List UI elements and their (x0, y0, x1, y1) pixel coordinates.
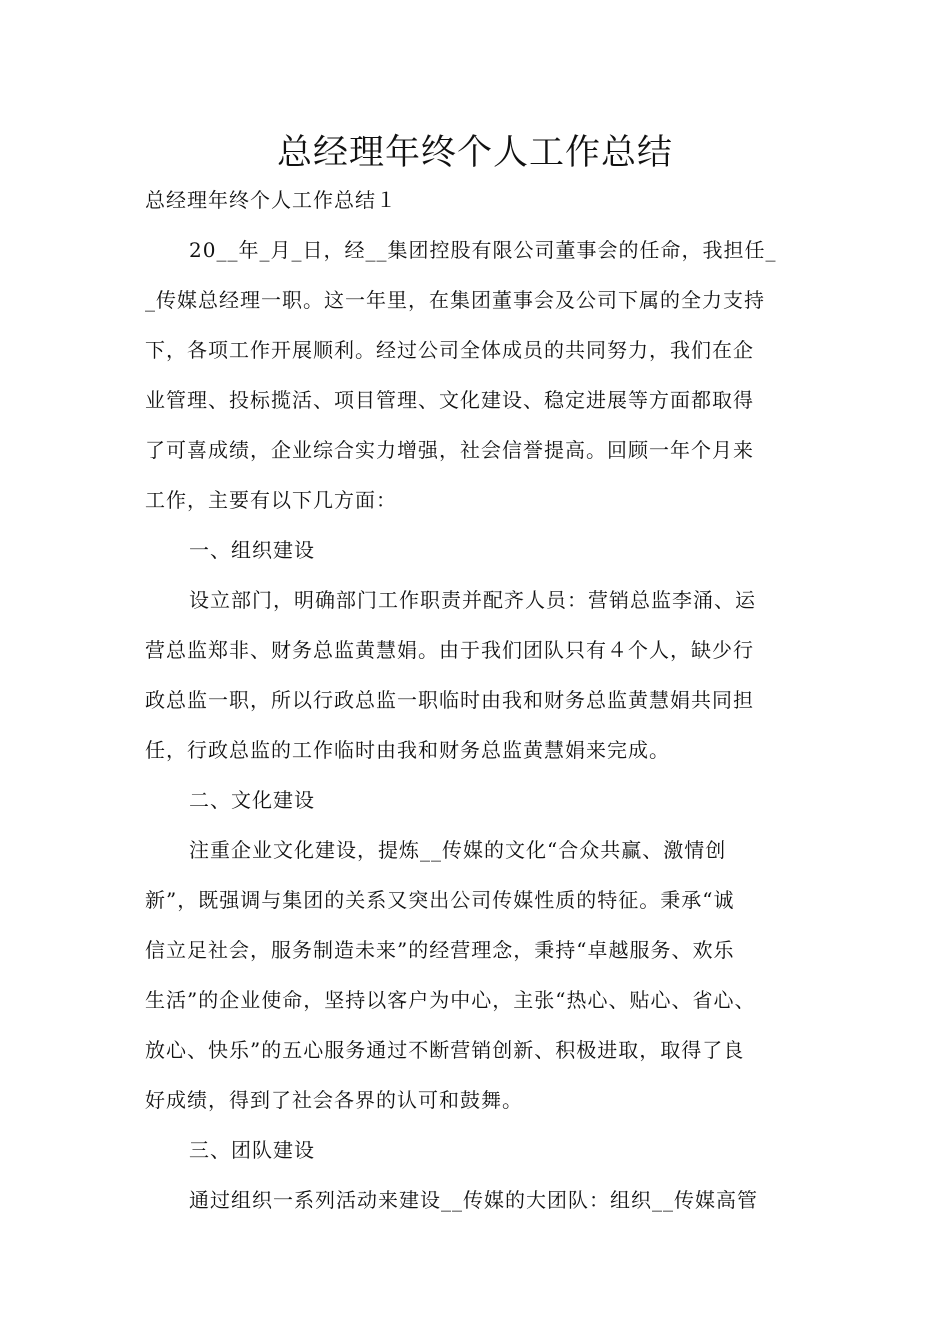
document-title: 总经理年终个人工作总结 (276, 133, 673, 173)
paragraph-line: 20__年_月_日，经__集团控股有限公司董事会的任命，我担任_ (189, 238, 777, 262)
paragraph-line: 放心、快乐”的五心服务通过不断营销创新、积极进取，取得了良 (145, 1038, 745, 1062)
paragraph-line: 生活”的企业使命，坚持以客户为中心，主张“热心、贴心、省心、 (145, 988, 756, 1012)
paragraph-line: _传媒总经理一职。这一年里，在集团董事会及公司下属的全力支持 (145, 288, 765, 312)
paragraph-line: 政总监一职，所以行政总监一职临时由我和财务总监黄慧娟共同担 (145, 688, 754, 712)
section-heading: 一、组织建设 (189, 538, 315, 562)
paragraph-line: 信立足社会，服务制造未来”的经营理念，秉持“卓越服务、欢乐 (145, 938, 735, 962)
paragraph-line: 新”，既强调与集团的关系又突出公司传媒性质的特征。秉承“诚 (145, 888, 735, 912)
section-heading: 三、团队建设 (189, 1138, 315, 1162)
paragraph-line: 了可喜成绩，企业综合实力增强，社会信誉提高。回顾一年个月来 (145, 438, 754, 462)
paragraph-line: 工作，主要有以下几方面： (145, 488, 397, 512)
paragraph-line: 通过组织一系列活动来建设__传媒的大团队：组织__传媒高管 (189, 1188, 758, 1212)
section-heading: 二、文化建设 (189, 788, 315, 812)
document-body (145, 182, 815, 1232)
paragraph-line: 任，行政总监的工作临时由我和财务总监黄慧娟来完成。 (145, 738, 670, 762)
paragraph-line: 下，各项工作开展顺利。经过公司全体成员的共同努力，我们在企 (145, 338, 754, 362)
paragraph-line: 设立部门，明确部门工作职责并配齐人员：营销总监李涌、运 (189, 588, 756, 612)
paragraph-line: 营总监郑非、财务总监黄慧娟。由于我们团队只有４个人，缺少行 (145, 638, 754, 662)
paragraph-line: 好成绩，得到了社会各界的认可和鼓舞。 (145, 1088, 523, 1112)
section-subtitle: 总经理年终个人工作总结１ (145, 188, 397, 212)
paragraph-line: 注重企业文化建设，提炼__传媒的文化“合众共赢、激情创 (189, 838, 727, 862)
paragraph-line: 业管理、投标揽活、项目管理、文化建设、稳定进展等方面都取得 (145, 388, 754, 412)
